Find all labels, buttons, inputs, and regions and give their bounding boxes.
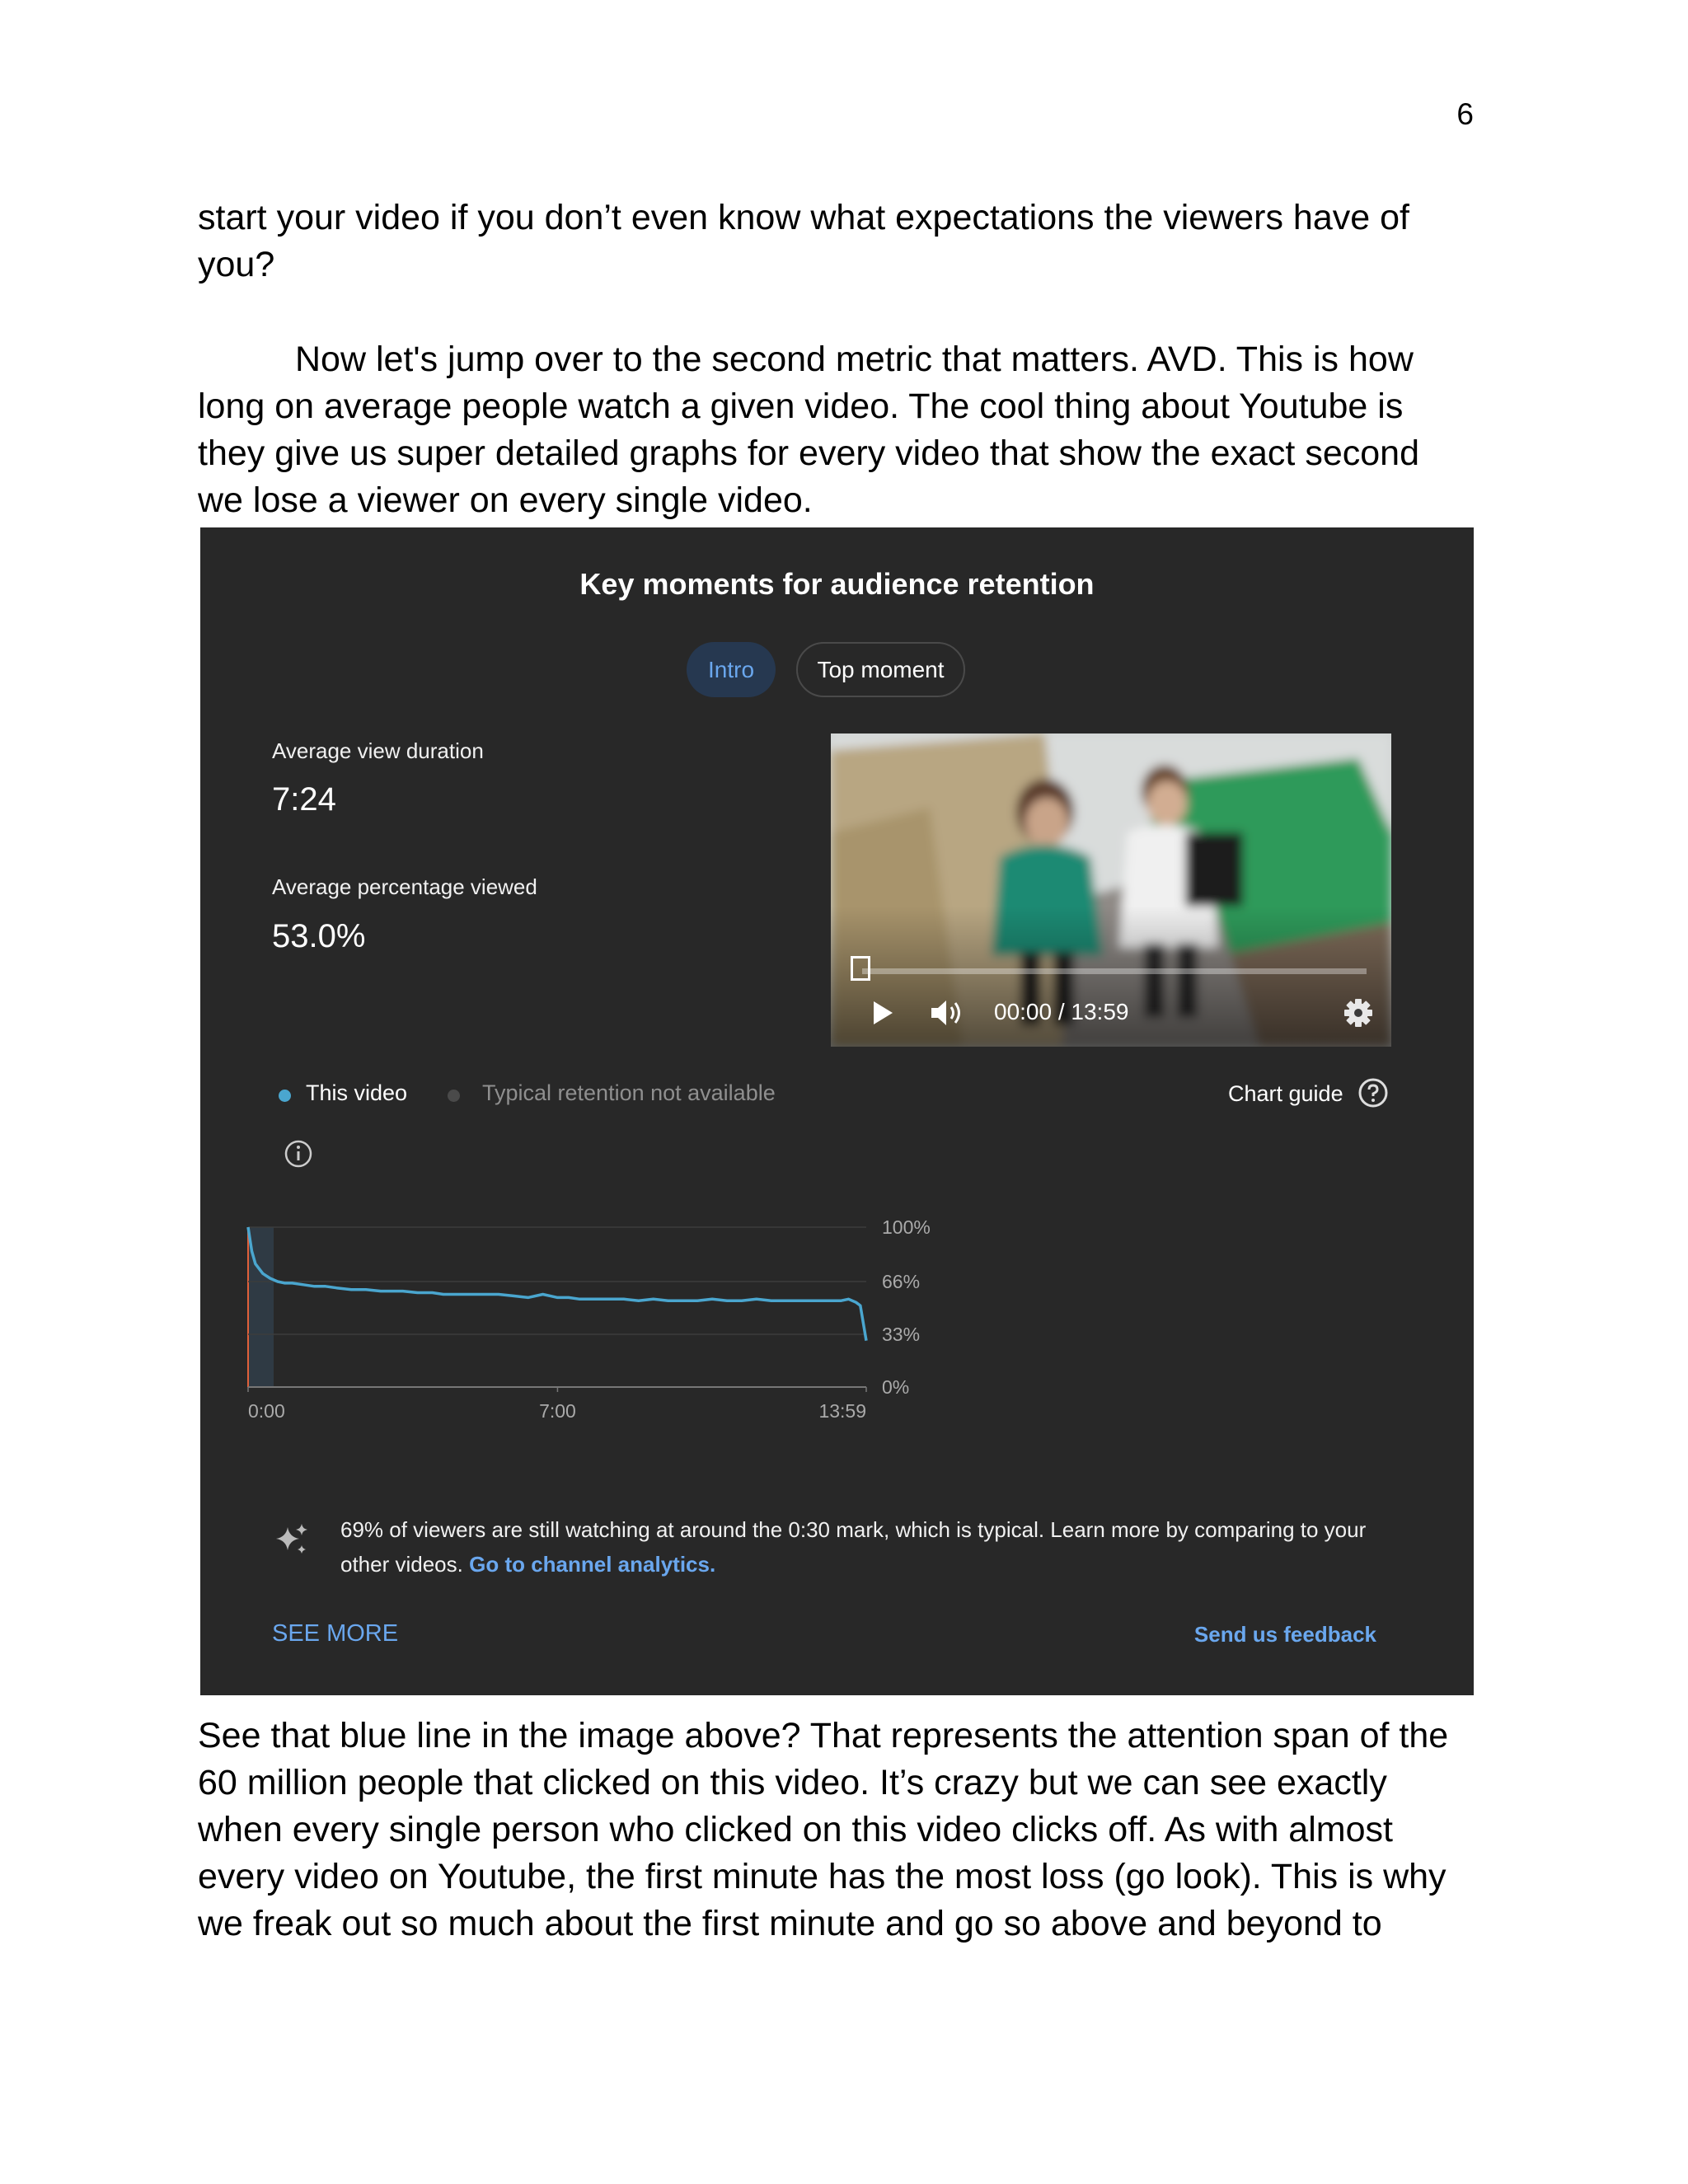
video-scrubber[interactable]: [862, 968, 1367, 974]
paragraph-line: when every single person who clicked on this video clicks off. As with almost: [198, 1810, 1393, 1849]
legend-dot-this-video: [279, 1090, 291, 1102]
scrubber-handle[interactable]: [851, 956, 870, 981]
paragraph-explanation: [198, 1713, 1500, 1947]
retention-chart: [200, 1137, 1474, 1434]
legend-dot-typical: [448, 1090, 460, 1102]
paragraph-line: start your video if you don’t even know what expectations the viewers have of: [198, 198, 1409, 237]
avd-label: Average view duration: [272, 738, 484, 763]
y-tick-label: 100%: [882, 1216, 931, 1238]
y-tick-label: 0%: [882, 1376, 910, 1398]
settings-gear-icon[interactable]: [1343, 997, 1374, 1029]
sparkle-icon: [274, 1522, 311, 1558]
paragraph-intro: [198, 194, 1500, 288]
paragraph-line: long on average people watch a given video. The cool thing about Youtube is: [198, 387, 1404, 426]
page-number: 6: [1456, 97, 1474, 131]
paragraph-line: Now let's jump over to the second metric that matters. AVD. This is how: [295, 340, 1414, 379]
help-icon[interactable]: [1357, 1077, 1389, 1108]
info-icon[interactable]: [286, 1141, 311, 1166]
insight-text: [340, 1512, 1379, 1582]
paragraph-line: every video on Youtube, the first minute has the most loss (go look). This is why: [198, 1857, 1447, 1896]
paragraph-line: we lose a viewer on every single video.: [198, 480, 813, 520]
panel-title: Key moments for audience retention: [579, 567, 1095, 601]
paragraph-line: 60 million people that clicked on this video. It’s crazy but we can see exactly: [198, 1763, 1387, 1802]
paragraph-line: we freak out so much about the first minute and go so above and beyond to: [198, 1904, 1382, 1943]
see-more-button[interactable]: SEE MORE: [272, 1620, 399, 1647]
tab-top-moment[interactable]: Top moment: [796, 642, 965, 697]
video-time: 00:00 / 13:59: [994, 999, 1129, 1024]
paragraph-avd: [198, 336, 1500, 524]
volume-icon[interactable]: [930, 997, 966, 1029]
chart-guide-link[interactable]: Chart guide: [1228, 1081, 1343, 1106]
y-tick-label: 66%: [882, 1270, 921, 1292]
x-tick-label: 13:59: [818, 1400, 866, 1422]
send-feedback-link[interactable]: Send us feedback: [1193, 1622, 1376, 1647]
video-player[interactable]: [831, 733, 1391, 1047]
legend-this-video: This video: [306, 1080, 408, 1105]
paragraph-line: See that blue line in the image above? That represents the attention span of the: [198, 1716, 1449, 1755]
x-tick-label: 0:00: [248, 1400, 285, 1422]
paragraph-line: you?: [198, 245, 275, 284]
paragraph-line: they give us super detailed graphs for every video that show the exact second: [198, 434, 1419, 473]
channel-analytics-link[interactable]: Go to channel analytics.: [469, 1552, 716, 1577]
retention-line-this-video: [248, 1227, 866, 1341]
insight-body: 69% of viewers are still watching at around the 0:30 mark, which is typical. Learn more by comparing to your other videos.: [340, 1517, 1367, 1577]
legend-typical: Typical retention not available: [482, 1080, 776, 1105]
tab-intro[interactable]: Intro: [687, 642, 776, 697]
retention-panel: [200, 527, 1474, 1695]
play-icon[interactable]: [870, 999, 895, 1027]
x-tick-label: 7:00: [539, 1400, 576, 1422]
avd-value: 7:24: [272, 781, 336, 818]
apv-label: Average percentage viewed: [272, 874, 537, 899]
apv-value: 53.0%: [272, 918, 366, 954]
y-tick-label: 33%: [882, 1323, 921, 1345]
